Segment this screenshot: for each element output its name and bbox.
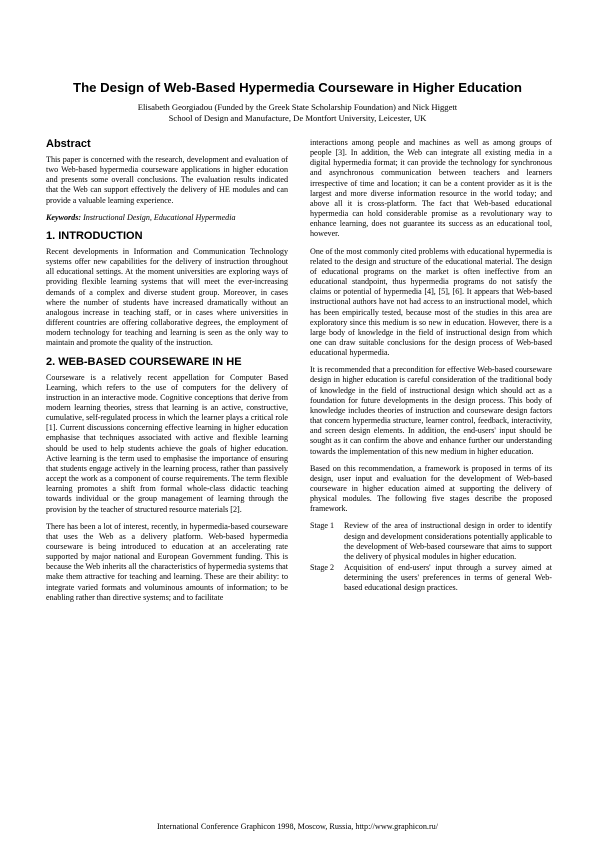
section-2-paragraph-4: It is recommended that a precondition for effective Web-based courseware design in higher education is careful consideration of the traditional body of knowledge in the field of instructional design which should act as a foundation for future developments in the design process. This body of knowledge includes theories of instruction and courseware design factors that concern hypermedia structure, learner control, feedback, interactivity, and screen design elements. In addition, the end-users' input should be sought as it can confirm the above and enhance further our understanding towards the implementation of this new medium in higher education. xyxy=(310,365,552,456)
stages-list xyxy=(310,521,552,593)
stage-item xyxy=(310,521,552,562)
authors-names: Elisabeth Georgiadou (Funded by the Greek State Scholarship Foundation) and Nick Higgett xyxy=(137,102,458,112)
stage-item xyxy=(310,563,552,593)
page-footer: International Conference Graphicon 1998, Moscow, Russia, http://www.graphicon.ru/ xyxy=(156,822,439,831)
author-block xyxy=(30,102,565,124)
right-column xyxy=(310,138,552,595)
section-2-paragraph-2-continued: interactions among people and machines as well as among groups of people [3]. In addition, the Web can integrate all existing media in a digital hypermedia format; it can provide the technology for synchronous and asynchronous communication between teachers and learners irrespective of time and location; it can be a content provider as it is the largest and more diverse information resource in the world today; and above all it is cross-platform. The fact that Web-based educational hypermedia can hold considerable promise as a revolutionary way to enhance learning, does not guarantee its success as an educational tool, however. xyxy=(310,138,552,239)
abstract-text: This paper is concerned with the research, development and evaluation of two Web-based hypermedia courseware applications in higher education and presents some overall conclusions. The evaluation results indicated that the Web can support effectively the delivery of HE modules and can provide a valuable learning experience. xyxy=(46,155,288,205)
section-2-paragraph-5: Based on this recommendation, a framework is proposed in terms of its design, user input and evaluation for the development of Web-based courseware in higher education aimed at supporting the delivery of physical modules. The following five stages describe the proposed framework. xyxy=(310,463,552,514)
authors-affiliation: School of Design and Manufacture, De Montfort University, Leicester, UK xyxy=(168,112,427,123)
section-2-paragraph-2: There has been a lot of interest, recently, in hypermedia-based courseware that uses the Web as a delivery platform. Web-based hypermedia courseware is being introduced to education at an accelerating rate supported by major national and European Government funding. This is because the Web inherits all the characteristics of hypermedia systems that make them attractive for teaching and learning. These are their ability: to integrate varied formats and voluminous amounts of information; to be enabling rather than directive systems; and to facilitate xyxy=(46,521,288,602)
stage-label: Stage 2 xyxy=(310,563,335,573)
keywords-label: Keywords: xyxy=(46,212,82,222)
stage-text: Acquisition of end-users' input through a survey aimed at determining the users' preferences in terms of general Web-based educational design practices. xyxy=(344,563,552,593)
section-2-paragraph-1: Courseware is a relatively recent appellation for Computer Based Learning, which refers to the use of computers for the delivery of instruction in an interactive mode. Cognitive conceptions that derive from modern learning theories, stress that learning is an active, constructive, cumulative, self-regulated process in which the learner plays a critical role [1]. Current discussions concerning effective learning in higher education emphasise that techniques associated with active and flexible learning should be used to help students achieve the goals of higher education. Active learning is the term used to emphasise the importance of ensuring that students engage actively in the learning process, rather than passively accept the work as a component of course requirements. The term flexible learning promotes a shift from formal whole-class didactic teaching towards individual or the group management of learning through the provision by the teacher of structured resource materials [2]. xyxy=(46,372,288,514)
stage-text: Review of the area of instructional design in order to identify design and development considerations potentially applicable to the development of Web-based courseware that aims to support the delivery of physical modules in higher education. xyxy=(344,521,552,561)
keywords-text: Instructional Design, Educational Hypermedia xyxy=(83,212,236,222)
stage-label: Stage 1 xyxy=(310,521,335,531)
section-2-heading: 2. WEB-BASED COURSEWARE IN HE xyxy=(46,355,242,368)
left-column xyxy=(46,138,288,610)
keywords-line xyxy=(46,213,288,223)
section-1-heading: 1. INTRODUCTION xyxy=(46,229,143,242)
section-1-paragraph: Recent developments in Information and Communication Technology systems offer new capabilities for the delivery of instruction throughout all educational settings. At the moment universities are exploring ways of providing flexible learning systems that will meet the ever-increasing demands of a complex and diverse student group. Moreover, in cases where the number of students have increased dramatically without an analogous increase in teaching staff, or in cases where universities in different countries are offering collaborative degrees, the employment of modern technology for teaching and learning is seen as the only way to maintain and promote the quality of the instruction. xyxy=(46,246,288,348)
paper-title: The Design of Web-Based Hypermedia Courseware in Higher Education xyxy=(73,80,522,95)
section-2-paragraph-3: One of the most commonly cited problems with educational hypermedia is related to the design and structure of the educational material. The design of educational programs on the market is often ineffective from an educational standpoint, thus hypermedia programs do not satisfy the claims or potential of hypermedia [4], [5], [6]. It appears that Web-based instructional authors have not had access to an instructional model, which has been empirically tested, because most of the studies in this area are exploratory since this medium is so new in education. However, there is a large body of knowledge in the field of instructional design from which one can draw suitable conclusions for the design process of Web-based educational hypermedia. xyxy=(310,246,552,358)
abstract-heading: Abstract xyxy=(46,138,91,150)
